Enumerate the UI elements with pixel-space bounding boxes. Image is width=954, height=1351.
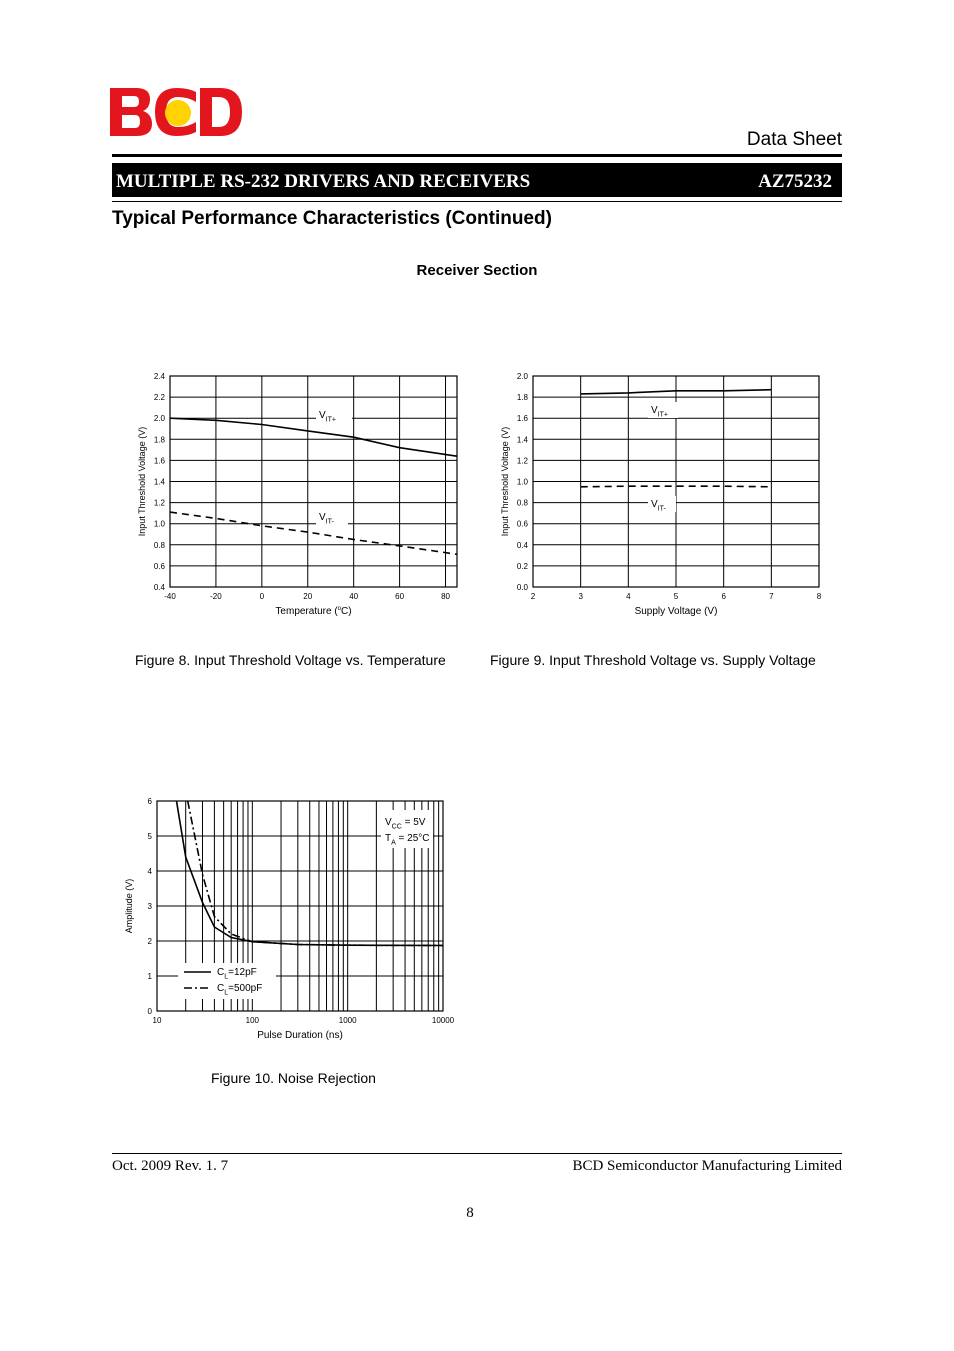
part-number: AZ75232	[758, 171, 832, 192]
y-tick-label: 6	[147, 797, 152, 806]
curve-label: $V_{IT-}$	[651, 499, 666, 513]
y-tick-label: 0.4	[516, 540, 528, 550]
y-tick-label: 0.4	[153, 583, 165, 592]
section-subheading: Receiver Section	[416, 262, 538, 279]
y-tick-label: 1.0	[153, 519, 165, 529]
x-tick-label: 60	[395, 592, 405, 601]
y-tick-label: 1	[147, 972, 152, 981]
y-axis-title: Input Threshold Voltage (V)	[137, 426, 147, 537]
legend-label: $C_L=12pF$	[217, 967, 257, 981]
x-tick-label: 5	[673, 592, 679, 601]
condition-text: $V_{CC} = 5V$	[385, 817, 426, 831]
y-tick-label: 0.8	[516, 498, 528, 508]
y-tick-label: 1.0	[516, 477, 528, 487]
y-tick-label: 1.4	[516, 435, 528, 445]
y-tick-label: 2.0	[516, 372, 528, 381]
doc-title: MULTIPLE RS-232 DRIVERS AND RECEIVERS	[116, 171, 531, 192]
x-tick-label: 4	[626, 592, 631, 601]
y-tick-label: 0.0	[516, 583, 528, 592]
curve-label: $V_{IT-}$	[319, 512, 334, 526]
footer-rule	[112, 1153, 842, 1154]
figure-8-caption: Figure 8. Input Threshold Voltage vs. Temperature	[135, 652, 446, 668]
legend-label: $C_L=500pF$	[217, 983, 263, 997]
x-tick-label: 20	[303, 592, 313, 601]
y-tick-label: 0.8	[153, 540, 165, 550]
y-tick-label: 5	[147, 832, 152, 841]
y-axis-title: Amplitude (V)	[124, 878, 134, 934]
figure-10-caption: Figure 10. Noise Rejection	[211, 1070, 376, 1086]
x-tick-label: 10	[152, 1016, 162, 1025]
chart-10	[124, 797, 455, 1041]
section-heading: Typical Performance Characteristics (Continued)	[112, 208, 552, 229]
y-tick-label: 2.4	[153, 372, 165, 381]
x-tick-label: 80	[441, 592, 450, 601]
series-line-b	[170, 512, 457, 554]
y-tick-label: 4	[147, 867, 152, 876]
y-tick-label: 1.2	[153, 498, 165, 508]
x-axis-title: Temperature ($^o$C)	[275, 606, 352, 617]
x-tick-label: 0	[259, 592, 265, 601]
y-tick-label: 0.6	[153, 561, 165, 571]
x-tick-label: 3	[578, 592, 583, 601]
figure-9-caption: Figure 9. Input Threshold Voltage vs. Supply Voltage	[490, 652, 816, 668]
y-tick-label: 2.2	[153, 393, 165, 403]
y-tick-label: 1.6	[516, 414, 528, 424]
y-tick-label: 1.8	[516, 393, 528, 403]
x-tick-label: 6	[721, 592, 726, 601]
y-tick-label: 1.6	[153, 456, 165, 466]
y-tick-label: 1.4	[153, 477, 165, 487]
doc-type-label: Data Sheet	[746, 129, 842, 150]
y-tick-label: 1.2	[516, 456, 528, 466]
x-axis-title: Supply Voltage (V)	[634, 606, 718, 617]
x-tick-label: 10000	[431, 1016, 455, 1025]
y-axis-title: Input Threshold Voltage (V)	[500, 426, 510, 537]
x-tick-label: 7	[769, 592, 774, 601]
chart-8	[137, 372, 457, 617]
condition-text: $T_A = 25^\circ C$	[385, 833, 430, 847]
series-line-a	[170, 418, 457, 456]
y-tick-label: 2	[147, 937, 152, 946]
x-tick-label: 40	[349, 592, 359, 601]
y-tick-label: 3	[147, 902, 152, 911]
x-tick-label: 1000	[338, 1016, 357, 1025]
x-tick-label: -20	[210, 592, 222, 601]
y-tick-label: 2.0	[153, 414, 165, 424]
page-number: 8	[466, 1205, 474, 1221]
x-tick-label: -40	[164, 592, 176, 601]
x-tick-label: 100	[245, 1016, 260, 1025]
y-tick-label: 0.6	[516, 519, 528, 529]
x-axis-title: Pulse Duration (ns)	[257, 1030, 343, 1041]
chart-9	[500, 372, 822, 617]
curve-label: $V_{IT+}$	[319, 410, 336, 424]
y-tick-label: 0	[147, 1007, 152, 1016]
footer-date-revision: Oct. 2009 Rev. 1. 7	[112, 1158, 229, 1174]
y-tick-label: 1.8	[153, 435, 165, 445]
y-tick-label: 0.2	[516, 561, 528, 571]
x-tick-label: 2	[530, 592, 536, 601]
curve-label: $V_{IT+}$	[651, 405, 668, 419]
x-tick-label: 8	[816, 592, 822, 601]
footer-company: BCD Semiconductor Manufacturing Limited	[572, 1158, 842, 1174]
